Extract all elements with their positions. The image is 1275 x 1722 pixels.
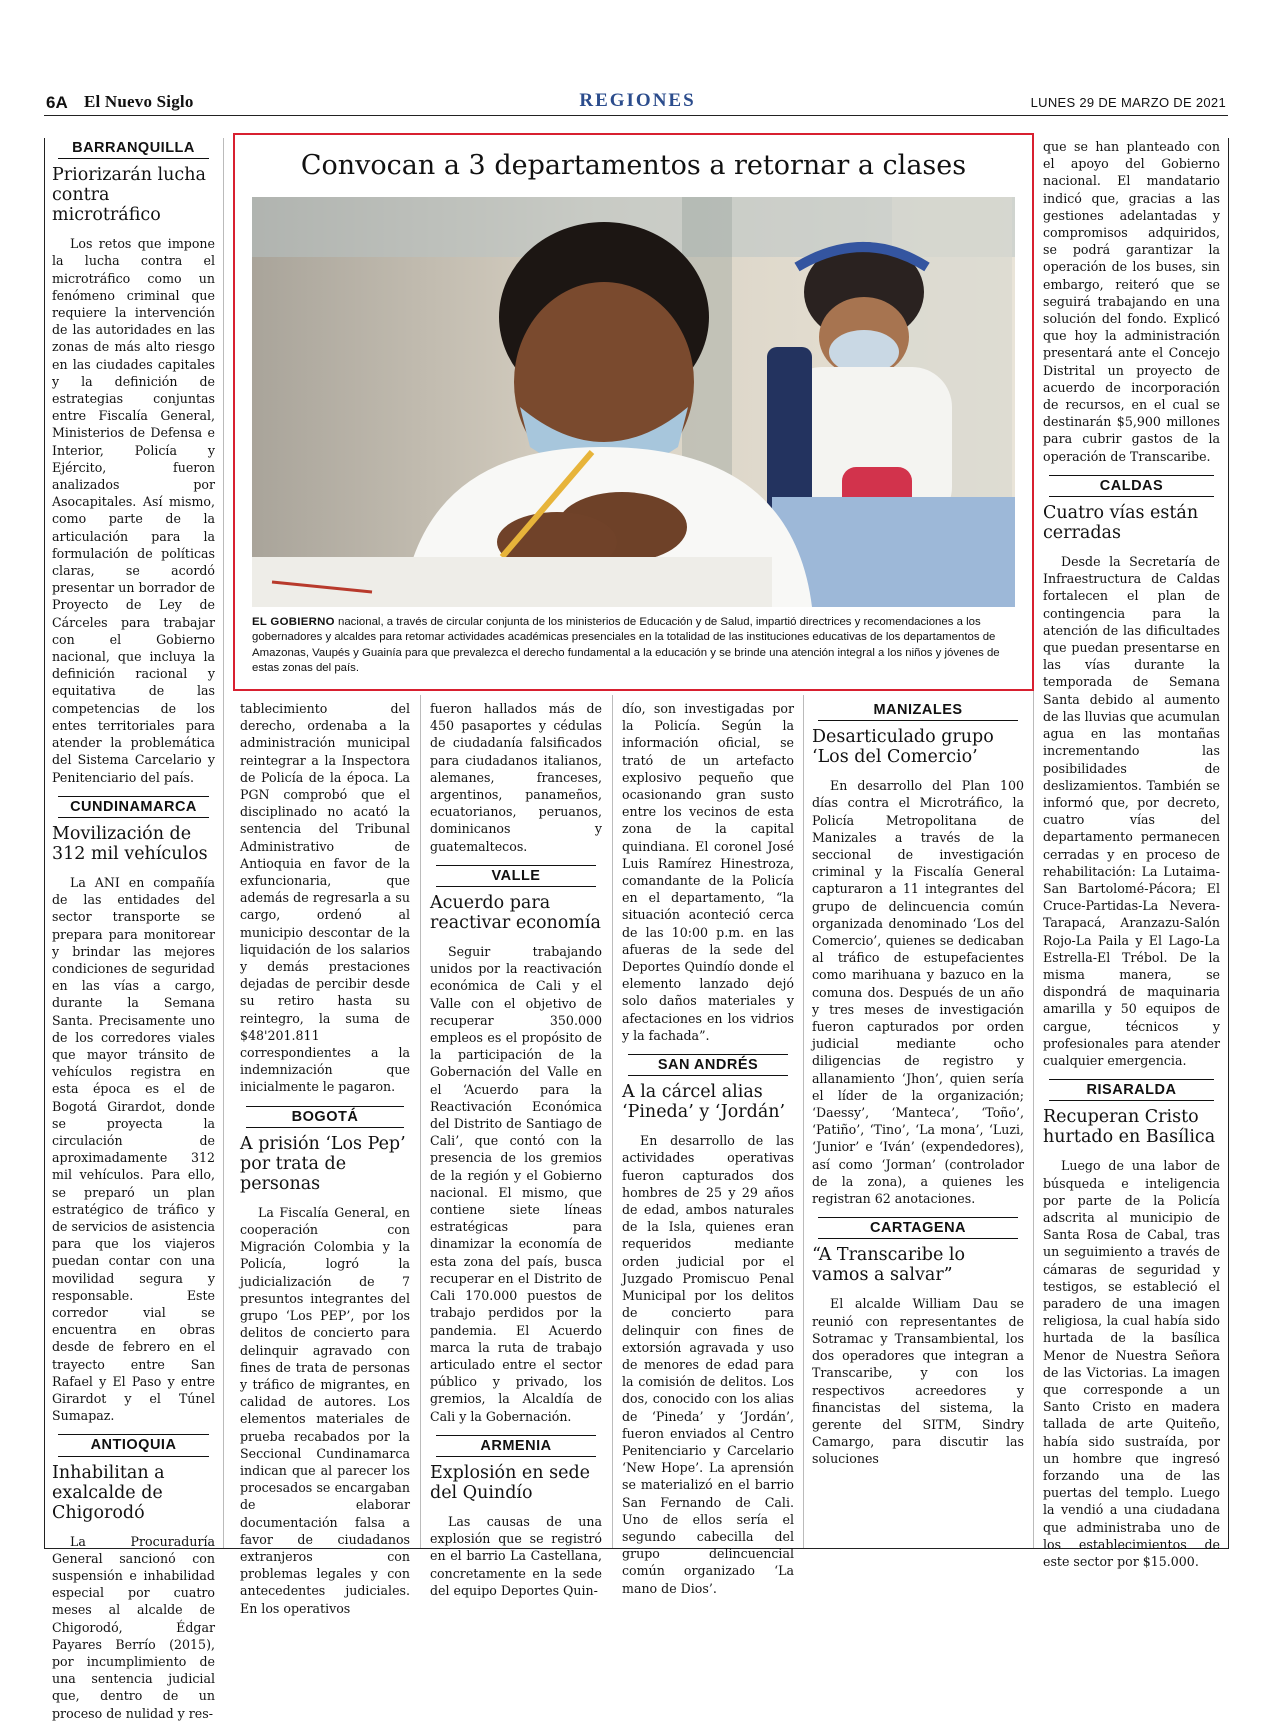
section-label-armenia: ARMENIA [436, 1435, 596, 1457]
column-divider [803, 695, 804, 1548]
headline-manizales: Desarticulado grupo ‘Los del Comercio’ [812, 727, 994, 768]
section-label-risaralda: RISARALDA [1049, 1079, 1214, 1101]
body-manizales: En desarrollo del Plan 100 días contra el Microtráfico, la Policía Metropolitana de Manizales a través de la seccional de investigación criminal y la Fiscalía General capturaron a 11 integrantes del grupo de delincuencia común organizada denominado ‘Los del Comercio’, quienes se dedicaban al tráfico de estupefacientes como marihuana y bazuco en la comuna dos. Después de un año y tres meses de investigación fueron capturados por orden judicial mediante ocho diligencias de registro y allanamiento ‘Jhon’, quien sería el líder de la organización; ‘Daessy’, ‘Manteca’, ‘Toño’, ‘Patiño’, ‘Tino’, ‘La mona’, ‘Luzi, ‘Junior’ e ‘Iván’ (expendedores), así como ‘Jorman’ (controlador de la zona), a quienes les registran 62 anotaciones. [812, 778, 1024, 1207]
headline-antioquia: Inhabilitan a exalcalde de Chigorodó [52, 1462, 165, 1523]
headline-cartagena: “A Transcaribe lo vamos a salvar” [812, 1245, 966, 1286]
body-san-andres: En desarrollo de las actividades operativas fueron capturados dos hombres de 25 y 29 años de edad, ambos naturales de la Isla, quienes eran requeridos mediante orden judicial por el Juzgado Promiscuo Penal Municipal por los delitos de concierto para delinquir con fines de extorsión agravada y uso de menores de edad para la comisión de delitos. Los dos, conocido con los alias de ‘Pineda’ y ‘Jordán’, fueron enviados al Centro Penitenciario y Carcelario ‘New Hope’. La aprensión se materializó en el barrio San Fernando de Cali. Uno de ellos sería el segundo cabecilla del grupo delincuencial común organizado ‘La mano de Dios’. [622, 1133, 794, 1596]
headline-armenia: Explosión en sede del Quindío [430, 1462, 591, 1503]
headline-caldas: Cuatro vías están cerradas [1043, 503, 1199, 544]
featured-headline: Convocan a 3 departamentos a retornar a clases [300, 150, 967, 181]
issue-date: LUNES 29 DE MARZO DE 2021 [1030, 95, 1226, 110]
headline-san-andres: A la cárcel alias ‘Pineda’ y ‘Jordán’ [622, 1082, 786, 1123]
classroom-photo-illustration [252, 197, 1015, 607]
body-antioquia: La Procuraduría General sancionó con suspensión e inhabilidad especial por cuatro meses al alcalde de Chigorodó, Édgar Payares Berrío (2015), por incumplimiento de una sentencia judicial que, dentro de un proceso de nulidad y res- [52, 1533, 215, 1721]
photo-caption [252, 615, 1015, 676]
section-label-manizales: MANIZALES [818, 700, 1018, 721]
frame-right-rule [1228, 138, 1229, 1549]
headline-risaralda: Recuperan Cristo hurtado en Basílica [1043, 1107, 1216, 1148]
header-rule [44, 115, 1228, 116]
headline-barranquilla: Priorizarán lucha contra microtráfico [52, 165, 206, 226]
section-label-valle: VALLE [436, 865, 596, 887]
body-caldas: Desde la Secretaría de Infraestructura de Caldas fortalecen el plan de contingencia para la atención de las dificultades que puedan presentarse en las vías durante la temporada de Semana Santa debido al aumento de las lluvias que acumulan agua en las montañas incrementando las posibilidades de deslizamientos. También se informó que, por decreto, cuatro vías del departamento permanecen cerradas y en proceso de rehabilitación: La Lutaima-San Bartolomé-Pácora; El Cruce-Partidas-La Nevera-Tarapacá, Aranzazu-Salón Rojo-La Paila y El Lago-La Estrella-El Trébol. De la misma manera, se dispondrá de maquinaria amarilla y 50 equipos de cargue, técnicos y profesionales para atender cualquier emergencia. [1043, 554, 1220, 1068]
body-cartagena: El alcalde William Dau se reunió con representantes de Sotramac y Transambiental, los dos operadores que integran a Transcaribe, y con los respectivos acreedores y financistas del sistema, la gerente del SITM, Sindry Camargo, para discutir las soluciones [812, 1296, 1024, 1467]
column-divider [223, 138, 224, 1548]
column-1 [52, 138, 215, 1722]
body-bogota: La Fiscalía General, en cooperación con Migración Colombia y la Policía, logró la judicialización de 7 presuntos integrantes del grupo ‘Los PEP’, por los delitos de concierto para delinquir agravado con fines de trata de personas y tráfico de migrantes, en calidad de autores. Los elementos materiales de prueba recabados por la Seccional Cundinamarca indican que al parecer los procesados se encargaban de elaborar documentación falsa a favor de ciudadanos extranjeros con problemas legales y con antecedentes judiciales. En los operativos [240, 1204, 410, 1616]
body-bogota-continued: fueron hallados más de 450 pasaportes y cédulas de ciudadanía falsificados para ciudadanos italianos, alemanes, franceses, argentinos, panameños, ecuatorianos, peruanos, dominicanos y guatemaltecos. [430, 701, 602, 854]
body-antioquia-continued: tablecimiento del derecho, ordenaba a la administración municipal reintegrar a la Inspectora de Policía de la época. La PGN comprobó que el disciplinado no acató la sentencia del Tribunal Administrativo de Antioquia en favor de la exfuncionaria, que además de regresarla a su cargo, ordenó al municipio descontar de la liquidación de los salarios y demás prestaciones dejadas de percibir desde su retiro hasta su reintegro, la suma de $48'201.811 correspondientes a la indemnización que inicialmente le pagaron. [240, 701, 410, 1095]
column-5 [812, 700, 1024, 1468]
caption-body: nacional, a través de circular conjunta de los ministerios de Educación y de Salud, impartió directrices y recomendaciones a los gobernadores y alcaldes para retomar actividades académicas presenciales en la totalidad de las instituciones educativas de los departamentos de Amazonas, Vaupés y Guainía para que prevalezca el derecho fundamental a la educación y se brinde una atención integral a los niños y jóvenes de estas zonas del país. [252, 616, 1000, 674]
section-label-barranquilla: BARRANQUILLA [58, 138, 209, 159]
body-cundinamarca: La ANI en compañía de las entidades del sector transporte se prepara para monitorear y brindar las mejores condiciones de seguridad en las vías a cargo, durante la Semana Santa. Precisamente uno de los corredores viales que mayor tránsito de vehículos registra en esta época es el de Bogotá Girardot, donde se proyecta la circulación de aproximadamente 312 mil vehículos. Para ello, se preparó un plan estratégico de tráfico y de servicios de asistencia para que los viajeros puedan contar con una movilidad segura y responsable. Este corredor vial se encuentra en obras desde de febrero en el trayecto entre San Rafael y El Paso y entre Girardot y el Túnel Sumapaz. [52, 874, 215, 1424]
column-3 [430, 700, 602, 1599]
section-title: REGIONES [579, 90, 696, 111]
body-barranquilla: Los retos que impone la lucha contra el microtráfico como un fenómeno criminal que requiere la intervención de las autoridades en las zonas de más alto riesgo en las ciudades capitales y la definición de estrategias conjuntas entre Fiscalía General, Ministerios de Defensa e Interior, Policía y Ejército, fueron analizados por Asocapitales. Así mismo, como parte de la articulación para la formulación de políticas claras, se acordó presentar un borrador de Proyecto de Ley de Cárceles para trabajar con el Gobierno nacional, que incluya la definición racional y equitativa de las competencias de los entes territoriales para atender la problemática del Sistema Carcelario y Penitenciario del país. [52, 236, 215, 785]
body-armenia-continued: dío, son investigadas por la Policía. Según la información oficial, se trató de un artefacto explosivo pequeño que ocasionando gran susto entre los vecinos de esta zona de la capital quindiana. El coronel José Luis Ramírez Hinestroza, comandante de la Policía en el departamento, “la situación aconteció cerca de las 10:00 p.m. en las afueras de la sede del Deportes Quindío donde el elemento lanzado dejó solo daños materiales y afectaciones en los vidrios y la fachada”. [622, 701, 794, 1043]
section-label-cartagena: CARTAGENA [818, 1217, 1018, 1239]
body-armenia: Las causas de una explosión que se registró en el barrio La Castellana, concretamente en la sede del equipo Deportes Quin- [430, 1513, 602, 1598]
body-valle: Seguir trabajando unidos por la reactivación económica de Cali y el Valle con el objetivo de recuperar 350.000 empleos es el propósito de la participación de la Gobernación del Valle en el ‘Acuerdo para la Reactivación Económica del Distrito de Santiago de Cali’, que contó con la presencia de los gremios de la región y el Gobierno nacional. El mismo, que contiene siete líneas estratégicas para dinamizar la economía de esta zona del país, busca recuperar en el Distrito de Cali 170.000 puestos de trabajo perdidos por la pandemia. El Acuerdo marca la ruta de trabajo articulado entre el sector público y privado, los gremios, la Alcaldía de Cali y la Gobernación. [430, 944, 602, 1424]
section-label-cundinamarca: CUNDINAMARCA [58, 796, 209, 818]
body-cartagena-continued: que se han planteado con el apoyo del Gobierno nacional. El mandatario indicó que, gracias a las gestiones adelantadas y compromisos adquiridos, se podrá garantizar la operación de los buses, sin embargo, reiteró que se seguirá trabajando en una solución del fondo. Explicó que hoy la administración presentará ante el Concejo Distrital un proyecto de acuerdo de incorporación de recursos, en el cual se destinarán $5,900 millones para cubrir gastos de la operación de Transcaribe. [1043, 139, 1220, 464]
page-number: 6A [46, 93, 68, 112]
publication-logo: El Nuevo Siglo [84, 92, 194, 111]
section-label-antioquia: ANTIOQUIA [58, 1434, 209, 1456]
headline-valle: Acuerdo para reactivar economía [430, 893, 601, 934]
column-6 [1043, 138, 1220, 1570]
headline-cundinamarca: Movilización de 312 mil vehículos [52, 823, 208, 864]
caption-lead: EL GOBIERNO [252, 616, 335, 628]
section-label-san-andres: SAN ANDRÉS [628, 1054, 788, 1076]
column-2 [240, 700, 410, 1617]
body-risaralda: Luego de una labor de búsqueda e inteligencia por parte de la Policía adscrita al municipio de Santa Rosa de Cabal, tras un seguimiento a través de cámaras de seguridad y testigos, se estableció el paradero de una imagen religiosa, la cual había sido hurtada de la basílica Menor de Nuestra Señora de las Victorias. La imagen que corresponde a un Santo Cristo en madera tallada de arte Quiteño, había sido sustraída, por un hombre que ingresó forzando una de las puertas del templo. Luego la vendió a una ciudadana que administraba uno de los establecimientos de este sector por $15.000. [1043, 1158, 1220, 1570]
section-label-caldas: CALDAS [1049, 475, 1214, 497]
section-label-bogota: BOGOTÁ [246, 1106, 404, 1128]
column-divider [612, 695, 613, 1548]
column-divider [420, 695, 421, 1548]
classroom-photo [252, 197, 1015, 607]
headline-bogota: A prisión ‘Los Pep’ por trata de personas [240, 1133, 406, 1194]
frame-left-rule [44, 138, 45, 1549]
column-4 [622, 700, 794, 1597]
